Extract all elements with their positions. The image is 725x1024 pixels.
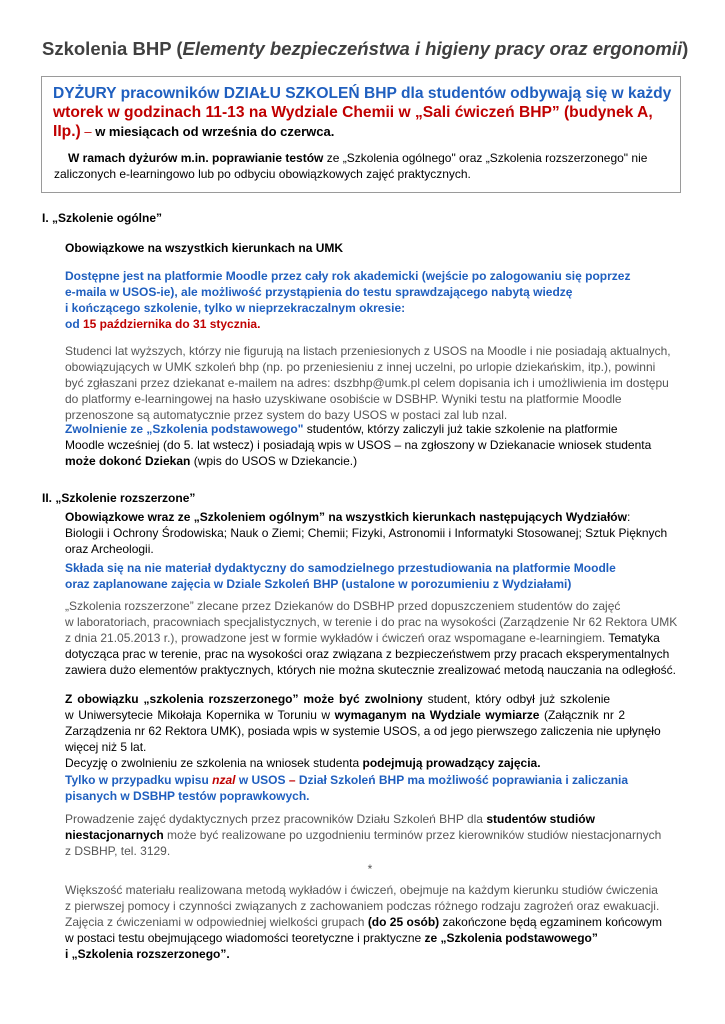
section-2-exemption: Z obowiązku „szkolenia rozszerzonego” może być zwolniony student, który odbył już szkolenie w Uniwersytecie Mikołaja Kopernika w Toruniu w wymaganym na Wydziale wymiarze (Załącznik nr 2 Zarządzenia nr 62 Rektora UMK), posiada wpis w systemie USOS, a od jego pierwszego zaliczenia nie upłynęło więcej niż 5 lat. Decyzję o zwolnieniu ze szkolenia na wniosek studenta podejmują prowadzący zajęcia. <box>65 692 661 770</box>
section-2-part-time: Prowadzenie zajęć dydaktycznych przez pracowników Działu Szkoleń BHP dla studentów studiów niestacjonarnych może być realizowane po uzgodnieniu terminów przez kierowników studiów niestacjonarnych z DSBHP, tel. 3129. <box>65 812 662 858</box>
duty-hours-box <box>41 76 681 193</box>
section-2-heading: II. „Szkolenie rozszerzone” <box>42 491 196 505</box>
section-2-mandatory: Obowiązkowe wraz ze „Szkoleniem ogólnym” na wszystkich kierunkach następujących Wydziałów: Biologii i Ochrony Środowiska; Nauk o Ziemi; Chemii; Fizyki, Astronomii i Informatyki Stosowanej; Sztuk Pięknych oraz Archeologii. <box>65 510 668 556</box>
section-1-mandatory: Obowiązkowe na wszystkich kierunkach na UMK <box>65 241 344 255</box>
section-1-paragraph: Studenci lat wyższych, którzy nie figurują na listach przeniesionych z USOS na Moodle i nie posiadają aktualnych, obowiązujących w UMK szkoleń bhp (np. po przeniesieniu z innej uczelni, po urlopie dziekańskim, itp.), powinni być zgłaszani przez dziekanat e-mailem na adres: dszbhp@umk.pl celem dopisania ich i umożliwienia im dostępu do platformy e-learningowej na hasło uzyskiwane osobiście w DSBHP. Wyniki testu na platformie Moodle przenoszone są automatycznie przez system do bazy USOS w postaci zal lub nzal. <box>65 344 671 422</box>
duty-hours-text: W ramach dyżurów m.in. poprawianie testów ze „Szkolenia ogólnego" oraz „Szkolenia rozszerzonego" nie zaliczonych e-learningowo lub po odbyciu obowiązkowych zajęć praktycznych. <box>54 151 648 181</box>
section-1-heading: I. „Szkolenie ogólne” <box>42 211 163 225</box>
section-1-moodle-info: Dostępne jest na platformie Moodle przez cały rok akademicki (wejście po zalogowaniu się poprzez e-maila w USOS-ie), ale możliwość przystąpienia do testu sprawdzającego nabytą wiedzę i kończącego szkolenie, tylko w nieprzekraczalnym okresie: od 15 października do 31 stycznia. <box>65 269 631 331</box>
section-2-paragraph: „Szkolenia rozszerzone” zlecane przez Dziekanów do DSBHP przed dopuszczeniem studentów do zajęć w laboratoriach, pracowniach specjalistycznych, w terenie i do prac na wysokości (Zarządzenie Nr 62 Rektora UMK z dnia 21.05.2013 r.), prowadzone jest w formie wykładów i ćwiczeń oraz wspomagane e-learningiem. Tematyka dotycząca prac w terenie, prac na wysokości oraz związana z bezpieczeństwem przy pracach eksperymentalnych zawiera dużo elementów praktycznych, których nie można skutecznie zrealizować metodą nauczania na odległość. <box>65 599 678 677</box>
section-1-exemption: Zwolnienie ze „Szkolenia podstawowego" studentów, którzy zaliczyli już takie szkolenie na platformie Moodle wcześniej (do 5. lat wstecz) i posiadają wpis w USOS – na zgłoszony w Dziekanacie wniosek studenta może dokonć Dziekan (wpis do USOS w Dziekancie.) <box>65 422 652 468</box>
section-2-materials: Składa się na nie materiał dydaktyczny do samodzielnego przestudiowania na platformie Moodle oraz zaplanowane zajęcia w Dziale Szkoleń BHP (ustalone w porozumieniu z Wydziałami) <box>65 561 616 591</box>
page-title: Szkolenia BHP (Elementy bezpieczeństwa i higieny pracy oraz ergonomii) <box>42 38 689 59</box>
duty-hours-heading: DYŻURY pracowników DZIAŁU SZKOLEŃ BHP dla studentów odbywają się w każdy wtorek w godzinach 11-13 na Wydziale Chemii w „Sali ćwiczeń BHP” (budynek A, IIp.) – w miesiącach od września do czerwca. <box>53 85 672 140</box>
section-2-closing: Większość materiału realizowana metodą wykładów i ćwiczeń, obejmuje na każdym kierunku studiów ćwiczenia z pierwszej pomocy i czynności związanych z zachowaniem podczas różnego rodzaju zagrożeń oraz ewakuacji. Zajęcia z ćwiczeniami w odpowiedniej wielkości grupach (do 25 osób) zakończone będą egzaminem końcowym w postaci testu obejmującego wiadomości teoretyczne i praktyczne ze „Szkolenia podstawowego” i „Szkolenia rozszerzonego”. <box>65 883 662 961</box>
section-2-nzal: Tylko w przypadku wpisu nzal w USOS – Dział Szkoleń BHP ma możliwość poprawiania i zaliczania pisanych w DSBHP testów poprawkowych. <box>65 773 629 803</box>
separator-star: * <box>367 862 373 876</box>
